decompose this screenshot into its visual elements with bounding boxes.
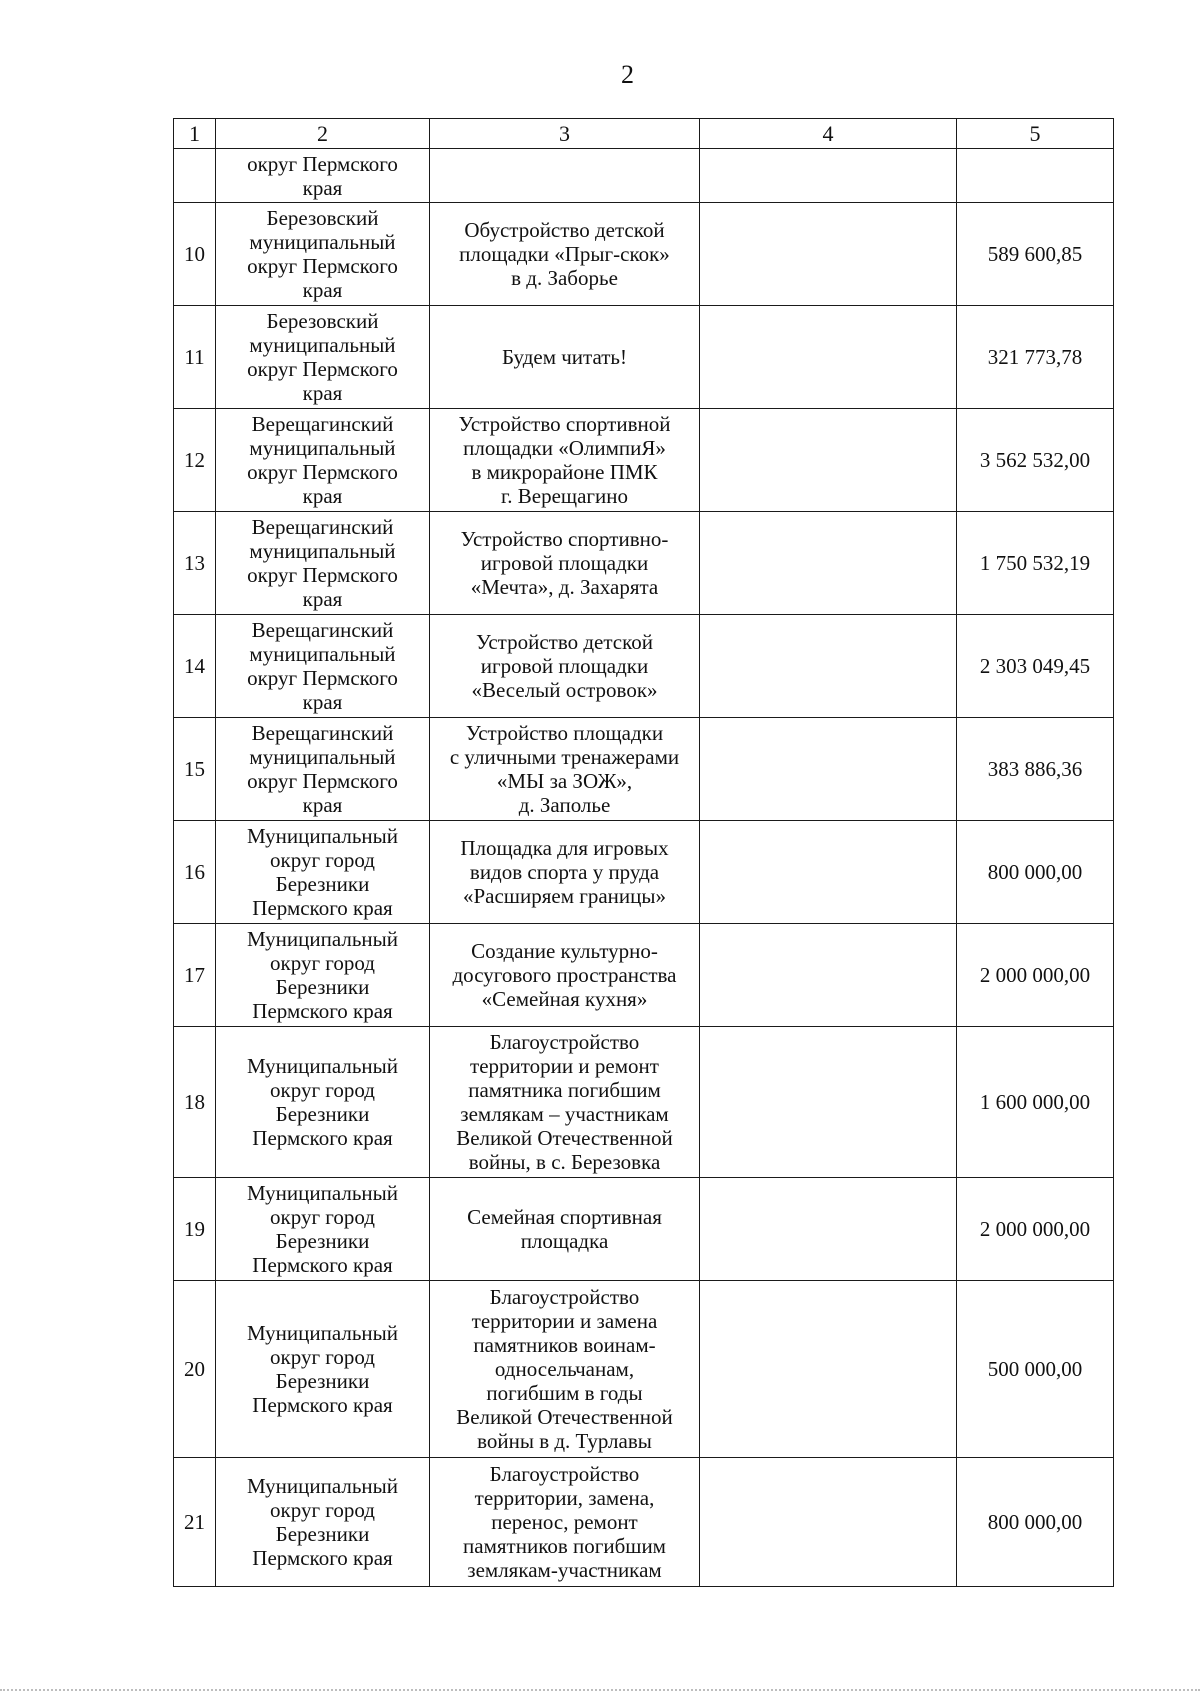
row-number: 16 xyxy=(174,821,216,924)
col4-cell xyxy=(700,203,957,306)
col4-cell xyxy=(700,1178,957,1281)
project-cell: Создание культурно- досугового пространства «Семейная кухня» xyxy=(430,924,700,1027)
amount-cell: 1 750 532,19 xyxy=(957,512,1114,615)
row-number: 14 xyxy=(174,615,216,718)
col4-cell xyxy=(700,821,957,924)
table-row xyxy=(174,512,1114,615)
project-cell xyxy=(430,149,700,203)
amount-cell: 3 562 532,00 xyxy=(957,409,1114,512)
page-number: 2 xyxy=(621,60,634,89)
municipality-cell: Муниципальный округ город Березники Пермского края xyxy=(216,924,430,1027)
municipality-cell: Верещагинский муниципальный округ Пермского края xyxy=(216,615,430,718)
table-header-row xyxy=(174,119,1114,149)
project-cell: Обустройство детской площадки «Прыг-скок» в д. Заборье xyxy=(430,203,700,306)
municipality-cell: Верещагинский муниципальный округ Пермского края xyxy=(216,409,430,512)
scan-edge-dots xyxy=(0,1689,1200,1699)
table-row xyxy=(174,149,1114,203)
amount-cell: 383 886,36 xyxy=(957,718,1114,821)
col4-cell xyxy=(700,615,957,718)
project-cell: Благоустройство территории и ремонт памятника погибшим землякам – участникам Великой Отечественной войны, в с. Березовка xyxy=(430,1027,700,1178)
amount-cell: 321 773,78 xyxy=(957,306,1114,409)
row-number: 10 xyxy=(174,203,216,306)
col4-cell xyxy=(700,512,957,615)
header-col-4: 4 xyxy=(700,119,957,149)
amount-cell: 800 000,00 xyxy=(957,1458,1114,1587)
funding-table xyxy=(173,118,1114,1587)
project-cell: Благоустройство территории, замена, перенос, ремонт памятников погибшим землякам-участникам xyxy=(430,1458,700,1587)
project-cell: Устройство площадки с уличными тренажерами «МЫ за ЗОЖ», д. Заполье xyxy=(430,718,700,821)
col4-cell xyxy=(700,149,957,203)
row-number: 17 xyxy=(174,924,216,1027)
col4-cell xyxy=(700,924,957,1027)
amount-cell: 500 000,00 xyxy=(957,1281,1114,1458)
header-col-2: 2 xyxy=(216,119,430,149)
amount-cell: 2 000 000,00 xyxy=(957,1178,1114,1281)
table-row xyxy=(174,1281,1114,1458)
municipality-cell: Верещагинский муниципальный округ Пермского края xyxy=(216,512,430,615)
municipality-cell: округ Пермского края xyxy=(216,149,430,203)
municipality-cell: Муниципальный округ город Березники Пермского края xyxy=(216,1458,430,1587)
row-number: 11 xyxy=(174,306,216,409)
municipality-cell: Березовский муниципальный округ Пермского края xyxy=(216,203,430,306)
amount-cell: 800 000,00 xyxy=(957,821,1114,924)
municipality-cell: Муниципальный округ город Березники Пермского края xyxy=(216,1281,430,1458)
row-number: 13 xyxy=(174,512,216,615)
table-row xyxy=(174,203,1114,306)
municipality-cell: Муниципальный округ город Березники Пермского края xyxy=(216,1178,430,1281)
table-row xyxy=(174,924,1114,1027)
municipality-cell: Верещагинский муниципальный округ Пермского края xyxy=(216,718,430,821)
table-row xyxy=(174,1178,1114,1281)
project-cell: Площадка для игровых видов спорта у пруда «Расширяем границы» xyxy=(430,821,700,924)
row-number: 15 xyxy=(174,718,216,821)
amount-cell: 589 600,85 xyxy=(957,203,1114,306)
amount-cell: 1 600 000,00 xyxy=(957,1027,1114,1178)
header-col-1: 1 xyxy=(174,119,216,149)
col4-cell xyxy=(700,409,957,512)
municipality-cell: Муниципальный округ город Березники Пермского края xyxy=(216,1027,430,1178)
table-row xyxy=(174,821,1114,924)
project-cell: Семейная спортивная площадка xyxy=(430,1178,700,1281)
amount-cell xyxy=(957,149,1114,203)
project-cell: Устройство спортивной площадки «ОлимпиЯ» в микрорайоне ПМК г. Верещагино xyxy=(430,409,700,512)
table-row xyxy=(174,718,1114,821)
table-row xyxy=(174,1027,1114,1178)
amount-cell: 2 000 000,00 xyxy=(957,924,1114,1027)
project-cell: Устройство спортивно- игровой площадки «Мечта», д. Захарята xyxy=(430,512,700,615)
col4-cell xyxy=(700,1027,957,1178)
amount-cell: 2 303 049,45 xyxy=(957,615,1114,718)
row-number: 21 xyxy=(174,1458,216,1587)
row-number: 19 xyxy=(174,1178,216,1281)
table-row xyxy=(174,409,1114,512)
row-number: 18 xyxy=(174,1027,216,1178)
municipality-cell: Березовский муниципальный округ Пермского края xyxy=(216,306,430,409)
project-cell: Благоустройство территории и замена памятников воинам- односельчанам, погибшим в годы Великой Отечественной войны в д. Турлавы xyxy=(430,1281,700,1458)
row-number: 20 xyxy=(174,1281,216,1458)
col4-cell xyxy=(700,1281,957,1458)
header-col-5: 5 xyxy=(957,119,1114,149)
project-cell: Будем читать! xyxy=(430,306,700,409)
col4-cell xyxy=(700,306,957,409)
table-row xyxy=(174,615,1114,718)
project-cell: Устройство детской игровой площадки «Веселый островок» xyxy=(430,615,700,718)
table-row xyxy=(174,1458,1114,1587)
header-col-3: 3 xyxy=(430,119,700,149)
municipality-cell: Муниципальный округ город Березники Пермского края xyxy=(216,821,430,924)
col4-cell xyxy=(700,718,957,821)
col4-cell xyxy=(700,1458,957,1587)
row-number xyxy=(174,149,216,203)
table-row xyxy=(174,306,1114,409)
row-number: 12 xyxy=(174,409,216,512)
